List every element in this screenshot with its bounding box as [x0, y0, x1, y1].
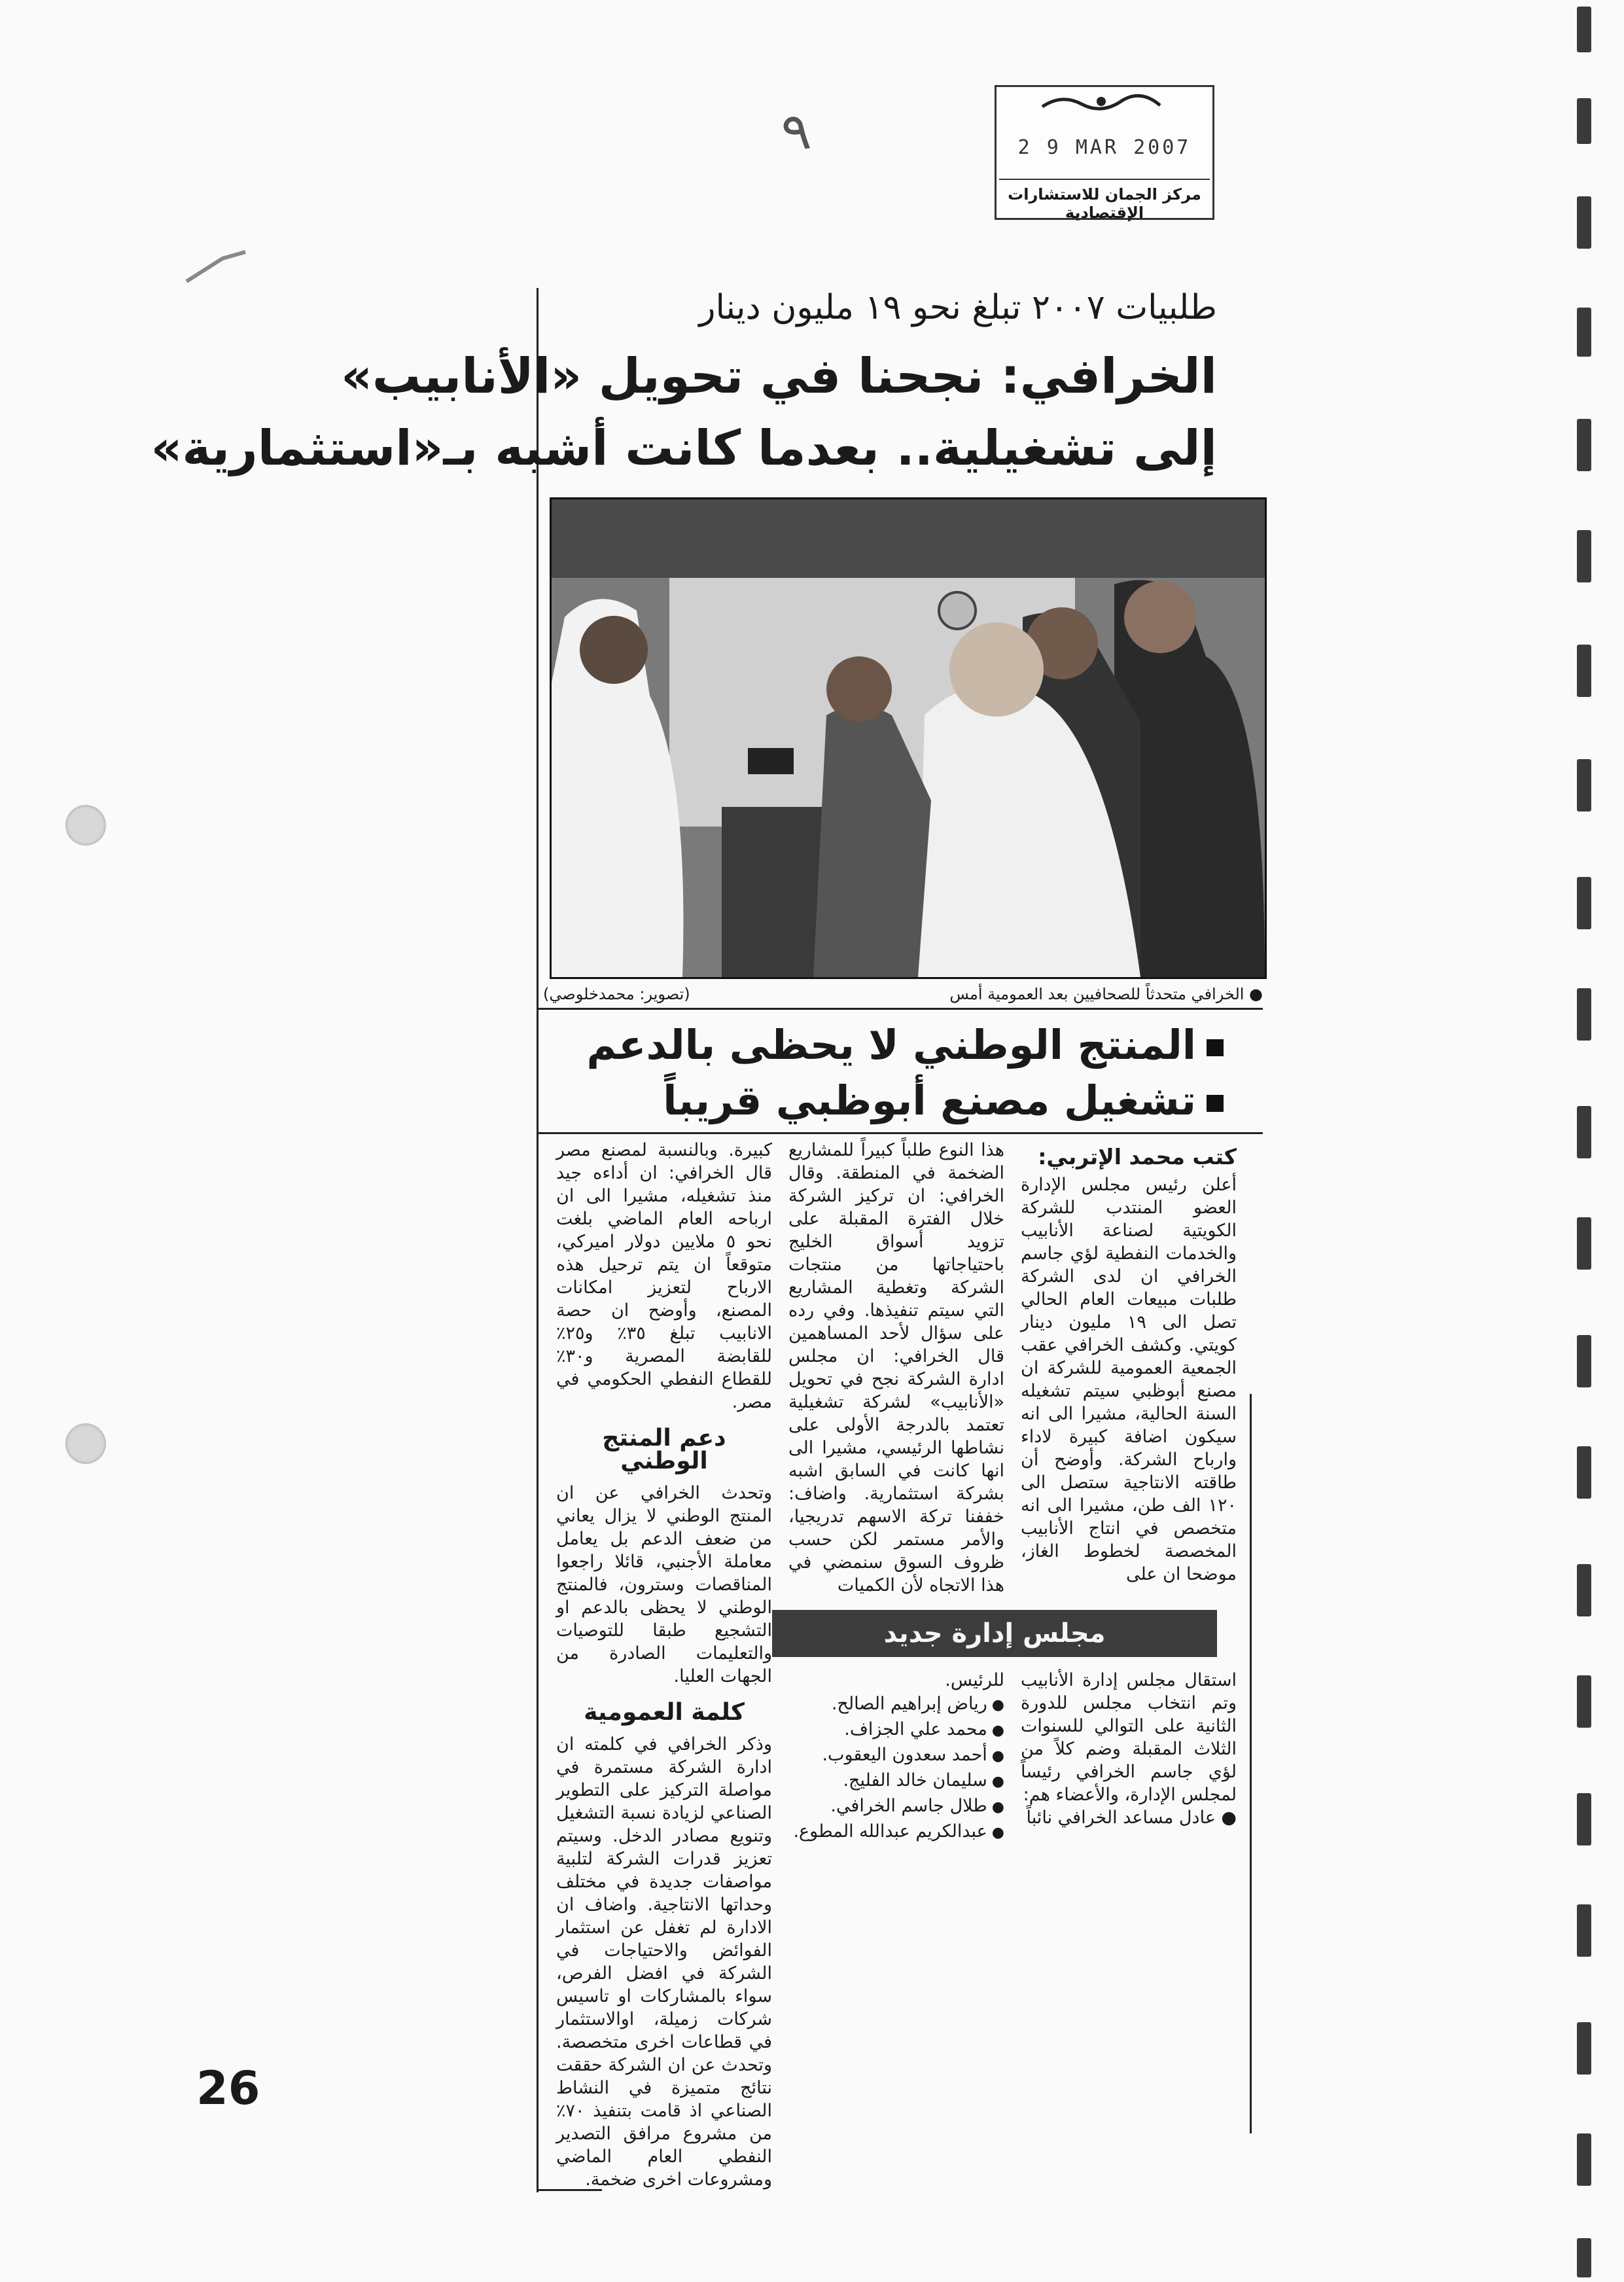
board-column [1021, 1669, 1237, 1829]
punch-hole [65, 1423, 106, 1464]
headline-line-2: إلى تشغيلية.. بعدما كانت أشبه بـ«استثمارية» [150, 420, 1217, 476]
stamp-logo-icon [1036, 92, 1167, 112]
column-3c-text: وذكر الخرافي في كلمته ان ادارة الشركة مستمرة في مواصلة التركيز على التطوير الصناعي لزيادة نسبة التشغيل وتنويع مصادر الدخل. وسيتم تعزيز قدرات الشركة لتلبية مواصفات جديدة في مختلف وحداتها الانتاجية. واضاف ان الادارة لم تغفل عن استثمار الفوائض والاحتياجات في الشركة في افضل الفرص، سواء بالمشاركات او تاسيس شركات زميلة، اوالاستثمار في قطاعات اخرى متخصصة. وتحدث عن ان الشركة حققت نتائج متميزة في النشاط الصناعي اذ قامت بتنفيذ ٧٠٪ من مشروع مرافق التصدير النفطي العام الماضي ومشروعات اخرى ضخمة. [556, 1734, 772, 2190]
binder-mark [1577, 530, 1591, 582]
article-kicker: طلبيات ٢٠٠٧ تبلغ نحو ١٩ مليون دينار [699, 288, 1217, 327]
column-3-text: كبيرة. وبالنسبة لمصنع مصر قال الخرافي: ان أداءه جيد منذ تشغيله، مشيرا الى ان ارباحه العام الماضي بلغت نحو ٥ ملايين دولار اميركي، متوقعاً ان يتم ترحيل هذه الارباح لتعزيز امكانات المصنع، وأوضح ان حصة الانابيب تبلغ ٣٥٪ و٢٥٪ للقابضة المصرية و٣٠٪ للقطاع النفطي الحكومي في مصر. [556, 1140, 772, 1412]
subhead-national-product [504, 1021, 1224, 1069]
binder-mark [1577, 1335, 1591, 1387]
board-members-column [788, 1669, 1004, 1845]
photo-caption: ● الخرافي متحدثاً للصحافيين بعد العمومية أمس [949, 985, 1263, 1003]
binder-mark [1577, 2022, 1591, 2075]
subhead-abudhabi-plant [504, 1077, 1224, 1124]
binder-mark [1577, 1564, 1591, 1616]
section-head-national-support: دعم المنتج الوطني [602, 1425, 726, 1474]
photo-credit: (تصوير: محمدخلوصي) [543, 985, 690, 1003]
square-bullet-icon [1207, 1095, 1224, 1112]
binder-mark [1577, 645, 1591, 697]
binder-mark [1577, 419, 1591, 471]
stamp-date: 2 9 MAR 2007 [1017, 136, 1192, 159]
board-first-member: ● عادل مساعد الخرافي نائباً [1026, 1808, 1237, 1828]
list-item: ● رياض إبراهيم الصالح. [788, 1692, 1004, 1717]
stamp-center-name: مركز الجمان للاستشارات الإقتصادية [1008, 185, 1201, 222]
binder-mark [1577, 196, 1591, 249]
stamp-divider [999, 179, 1210, 180]
punch-hole [65, 805, 106, 846]
list-item: ● عبدالكريم عبدالله المطوع. [788, 1819, 1004, 1845]
list-item: ● سليمان خالد الفليج. [788, 1768, 1004, 1794]
page-number: 26 [196, 2061, 260, 2115]
section-head-general-assembly: كلمة العمومية [584, 1699, 745, 1726]
column-2-text: هذا النوع طلباً كبيراً للمشاريع الضخمة في المنطقة. وقال الخرافي: ان تركيز الشركة خلال الفترة المقبلة على تزويد أسواق الخليج باحتياجاتها من منتجات الشركة وتغطية المشاريع التي سيتم تنفيذها. وفي رده على سؤال لأحد المساهمين قال الخرافي: ان مجلس ادارة الشركة نجح في تحويل «الأنابيب» لشركة تشغيلية تعتمد بالدرجة الأولى على نشاطها الرئيسي، مشيرا الى انها كانت في السابق اشبه بشركة استثمارية. واضاف: خففنا تركة الاسهم تدريجيا، والأمر مستمر لكن حسب ظروف السوق سنمضي في هذا الاتجاه لأن الكميات [788, 1140, 1004, 1596]
list-item: ● طلال جاسم الخرافي. [788, 1794, 1004, 1819]
binder-mark [1577, 2133, 1591, 2186]
subhead-1-text: المنتج الوطني لا يحظى بالدعم [586, 1021, 1196, 1069]
article-photo [550, 497, 1267, 979]
binder-mark [1577, 988, 1591, 1041]
byline: كتب محمد الإتربي: [1038, 1144, 1237, 1169]
new-board-band: مجلس إدارة جديد [772, 1610, 1217, 1657]
binder-mark [1577, 1675, 1591, 1728]
binder-mark [1577, 1217, 1591, 1270]
article-left-rule [537, 288, 538, 2192]
column-3b-text: وتحدث الخرافي عن ان المنتج الوطني لا يزال يعاني من ضعف الدعم بل يعامل معاملة الأجنبي، قائلا راجعوا المناقصات وسترون، فالمنتج الوطني لا يحظى بالدعم او التشجيع طبقا للتوصيات والتعليمات الصادرة من الجهات العليا. [556, 1483, 772, 1686]
binder-mark [1577, 98, 1591, 144]
binder-mark [1577, 877, 1591, 929]
subhead-rule [537, 1132, 1263, 1134]
binder-mark [1577, 7, 1591, 52]
article-right-rule [1250, 1394, 1252, 2133]
binder-mark [1577, 1793, 1591, 1845]
press-photo-image [552, 499, 1265, 977]
headline-line-1: الخرافي: نجحنا في تحويل «الأنابيب» [341, 348, 1217, 404]
binder-mark [1577, 2238, 1591, 2277]
binder-mark [1577, 1904, 1591, 1957]
article-column-1 [1021, 1145, 1237, 1586]
board-lead: للرئيس. [945, 1670, 1004, 1690]
date-stamp [995, 85, 1214, 220]
column-1-text: أعلن رئيس مجلس الإدارة العضو المنتدب للشركة الكويتية لصناعة الأنابيب والخدمات النفطية لؤي جاسم الخرافي ان لدى الشركة طلبات مبيعات العام الحالي تصل الى ١٩ مليون دينار كويتي. وكشف الخرافي عقب الجمعية العمومية للشركة ان مصنع أبوظبي سيتم تشغيله السنة الحالية، مشيرا الى انه سيكون اضافة كبيرة لاداء وارباح الشركة. وأوضح أن طاقته الانتاجية ستصل الى ١٢٠ الف طن، مشيرا الى انه متخصص في انتاج الأنابيب المخصصة لخطوط الغاز، موضحا ان على [1021, 1175, 1237, 1584]
binder-mark [1577, 759, 1591, 811]
binder-mark [1577, 1106, 1591, 1158]
binder-mark [1577, 308, 1591, 357]
article-column-3 [556, 1139, 772, 2191]
caption-rule [537, 1008, 1263, 1010]
smudge-mark [183, 249, 249, 288]
list-item: ● أحمد سعدون اليعقوب. [788, 1743, 1004, 1768]
square-bullet-icon [1207, 1039, 1224, 1056]
handwritten-number: ٩ [777, 99, 815, 164]
list-item: ● محمد علي الجزاف. [788, 1717, 1004, 1743]
board-text: استقال مجلس إدارة الأنابيب وتم انتخاب مجلس للدورة الثانية على التوالي للسنوات الثلاث المقبلة وضم كلاً من لؤي جاسم الخرافي رئيساً لمجلس الإدارة، والأعضاء هم: [1021, 1670, 1237, 1805]
binder-mark [1577, 1446, 1591, 1499]
subhead-2-text: تشغيل مصنع أبوظبي قريباً [663, 1077, 1196, 1124]
article-column-2 [788, 1139, 1004, 1597]
board-member-list [788, 1692, 1004, 1845]
